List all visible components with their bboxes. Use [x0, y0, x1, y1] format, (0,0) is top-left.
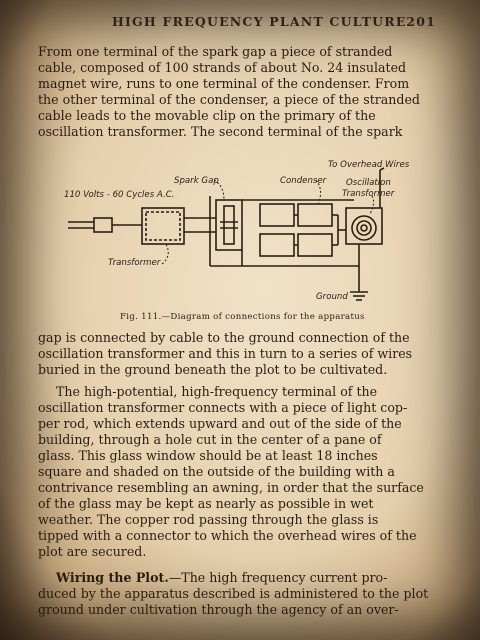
text-line: duced by the apparatus described is administered to the plot [38, 586, 429, 601]
section-run-in-heading: Wiring the Plot. [56, 570, 169, 585]
label-volts: 110 Volts - 60 Cycles A.C. [64, 190, 175, 200]
text-line: cable, composed of 100 strands of about No. 24 insulated [38, 60, 407, 75]
paragraph-1 [38, 44, 434, 140]
text-line: buried in the ground beneath the plot to be cultivated. [38, 362, 388, 377]
text-line: weather. The copper rod passing through the glass is [38, 512, 379, 527]
text-line: contrivance resembling an awning, in order that the surface [38, 480, 424, 495]
text-line: oscillation transformer connects with a piece of light cop- [38, 400, 408, 415]
page-number: 201 [406, 14, 436, 29]
text-line: From one terminal of the spark gap a piece of stranded [38, 44, 393, 59]
text-line: oscillation transformer. The second terminal of the spark [38, 124, 403, 139]
text-line: of the glass may be kept as nearly as possible in wet [38, 496, 374, 511]
text-line: ground under cultivation through the agency of an over- [38, 602, 399, 617]
text-line: plot are secured. [38, 544, 147, 559]
paragraph-3 [38, 384, 434, 560]
text-line: per rod, which extends upward and out of the side of the [38, 416, 402, 431]
text-line: building, through a hole cut in the center of a pane of [38, 432, 382, 447]
text-line: tipped with a connector to which the overhead wires of the [38, 528, 417, 543]
label-condenser: Condenser [280, 176, 327, 186]
spark-gap-shape [216, 200, 242, 250]
condenser-shape [260, 234, 294, 256]
label-oscillation: Oscillation [346, 178, 391, 188]
text-line: The high-potential, high-frequency terminal of the [56, 384, 378, 399]
text-line: the other terminal of the condenser, a piece of the stranded [38, 92, 420, 107]
condenser-shape [298, 204, 332, 226]
text-run: —The high frequency current pro- [168, 570, 388, 585]
label-spark-gap: Spark Gap [174, 176, 219, 186]
label-transformer-osc: Transformer [342, 189, 395, 199]
transformer-shape [142, 208, 184, 244]
label-ground: Ground [316, 292, 348, 302]
wiring-diagram [54, 156, 414, 306]
text-line: oscillation transformer and this in turn to a series of wires [38, 346, 413, 361]
running-title: HIGH FREQUENCY PLANT CULTURE [112, 14, 407, 29]
condenser-shape [298, 234, 332, 256]
label-transformer: Transformer [108, 258, 161, 268]
text-line: square and shaded on the outside of the building with a [38, 464, 395, 479]
plug-shape [94, 218, 112, 232]
text-line [38, 570, 434, 586]
text-line: cable leads to the movable clip on the primary of the [38, 108, 376, 123]
label-to-overhead-wires: To Overhead Wires [328, 160, 410, 170]
figure-caption: Fig. 111.—Diagram of connections for the apparatus [120, 312, 365, 322]
paragraph-4 [38, 570, 434, 618]
text-line: gap is connected by cable to the ground connection of the [38, 330, 410, 345]
paragraph-2 [38, 330, 434, 378]
running-header [40, 14, 440, 32]
text-line: magnet wire, runs to one terminal of the condenser. From [38, 76, 410, 91]
text-line: glass. This glass window should be at least 18 inches [38, 448, 378, 463]
condenser-shape [260, 204, 294, 226]
